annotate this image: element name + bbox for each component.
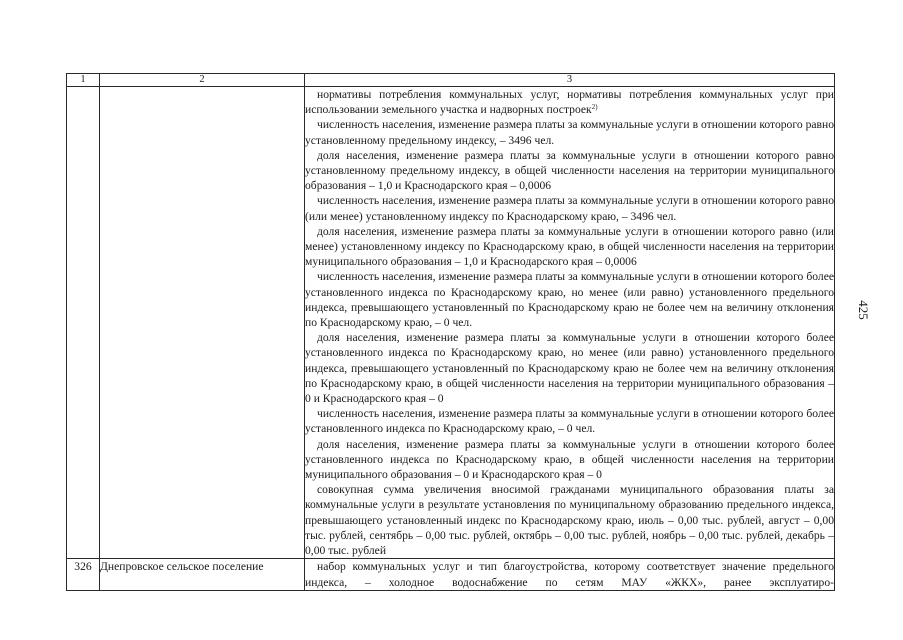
text-paragraph xyxy=(305,482,834,558)
paragraph-text: доля населения, изменение размера платы за коммунальные услуги в отношении которого более установленного индекса по Краснодарскому краю, но менее (или равно) установленного предельного индекса, превышающего установленный по Краснодарскому краю не более чем на величину отклонения по Краснодарскому краю, в общей численности населения на территории муниципального образования – 0 и Краснодарского края – 0 xyxy=(305,331,834,406)
paragraph-text: численность населения, изменение размера платы за коммунальные услуги в отношении которого более установленного индекса по Краснодарскому краю, но менее (или равно) установленного предельного индекса, превышающего установленный по Краснодарскому краю не более чем на величину отклонения по Краснодарскому краю, – 0 чел. xyxy=(305,270,834,330)
text-paragraph xyxy=(305,193,834,223)
paragraph-text: численность населения, изменение размера платы за коммунальные услуги в отношении которого равно (или менее) установленному индексу по Краснодарскому краю, – 3496 чел. xyxy=(305,194,834,223)
text-paragraph xyxy=(305,117,834,147)
paragraph-text: доля населения, изменение размера платы за коммунальные услуги в отношении которого равно (или менее) установленному индексу по Краснодарскому краю, в общей численности населения на территории муниципального образования – 1,0 и Краснодарского края – 0,0006 xyxy=(305,224,834,269)
column-header-1: 1 xyxy=(67,74,100,87)
text-paragraph xyxy=(305,148,834,194)
table-row-326 xyxy=(67,559,835,590)
paragraph-text: набор коммунальных услуг и тип благоустройства, которому соответствует значение предельного индекса, – холодное водоснабжение по сетям МАУ «ЖКХ», ранее эксплуатиро- xyxy=(305,560,834,589)
paragraph-text: численность населения, изменение размера платы за коммунальные услуги в отношении которого равно установленному предельному индексу, – 3496 чел. xyxy=(305,118,834,147)
footnote-marker: 2) xyxy=(591,103,598,112)
table-header-row xyxy=(67,74,835,87)
text-paragraph xyxy=(305,437,834,483)
text-paragraph xyxy=(305,87,834,117)
paragraph-text: численность населения, изменение размера платы за коммунальные услуги в отношении которого более установленного индекса по Краснодарскому краю, – 0 чел. xyxy=(305,407,834,436)
row-number-cell: 326 xyxy=(67,559,100,590)
page-number: 425 xyxy=(856,300,871,320)
paragraph-text: доля населения, изменение размера платы за коммунальные услуги в отношении которого более установленного индекса по Краснодарскому краю, в общей численности населения на территории муниципального образования – 0 и Краснодарского края – 0 xyxy=(305,437,834,482)
paragraph-text: нормативы потребления коммунальных услуг, нормативы потребления коммунальных услуг при использовании земельного участка и надворных построек xyxy=(305,88,834,117)
table-row-continuation xyxy=(67,87,835,559)
column-header-2: 2 xyxy=(100,74,305,87)
paragraph-text: совокупная сумма увеличения вносимой гражданами муниципального образования платы за коммунальные услуги в результате установления по муниципальному образованию предельного индекса, превышающего установленный индекс по Краснодарскому краю, июль – 0,00 тыс. рублей, август – 0,00 тыс. рублей, сентябрь – 0,00 тыс. рублей, октябрь – 0,00 тыс. рублей, ноябрь – 0,00 тыс. рублей, декабрь – 0,00 тыс. рублей xyxy=(305,483,834,558)
document-table xyxy=(66,73,835,591)
settlement-name-cell: Днепровское сельское поселение xyxy=(100,559,305,590)
row-number-cell xyxy=(67,87,100,559)
settlement-name-cell xyxy=(100,87,305,559)
indicators-text-cell xyxy=(305,87,835,559)
text-paragraph xyxy=(305,224,834,270)
text-paragraph xyxy=(305,406,834,436)
text-paragraph xyxy=(305,559,834,589)
paragraph-text: доля населения, изменение размера платы за коммунальные услуги в отношении которого равно установленному предельному индексу, в общей численности населения на территории муниципального образования – 1,0 и Краснодарского края – 0,0006 xyxy=(305,148,834,193)
text-paragraph xyxy=(305,330,834,406)
indicators-text-cell xyxy=(305,559,835,590)
text-paragraph xyxy=(305,269,834,330)
column-header-3: 3 xyxy=(305,74,835,87)
